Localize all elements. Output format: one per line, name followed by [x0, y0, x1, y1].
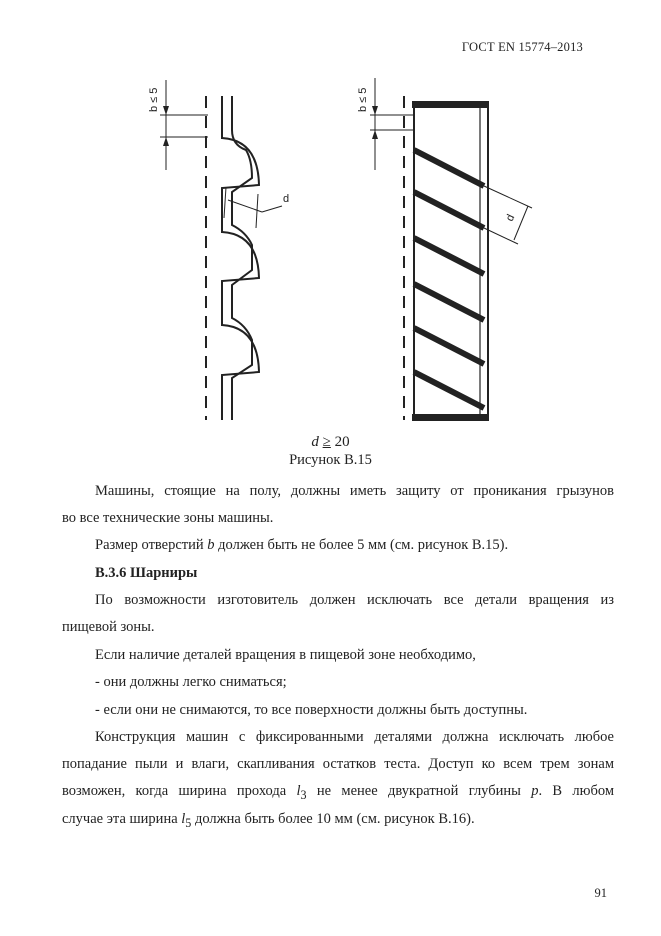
right-label-d: d: [503, 212, 518, 224]
figure-formula: [0, 434, 661, 451]
p7-line4-pre: случае эта ширина: [62, 811, 182, 827]
right-dim-arrow-top: [372, 106, 378, 115]
grille-bar-1: [414, 150, 484, 186]
left-dim-arrow-bottom: [163, 137, 169, 146]
right-d-ext-1: [484, 186, 532, 208]
paragraph-7-line-3: [62, 778, 614, 809]
figure-b15-drawing: [0, 0, 661, 430]
grille-bar-4: [414, 284, 484, 320]
right-d-line: [514, 206, 528, 240]
paragraph-1-line-1: Машины, стоящие на полу, должны иметь защиту от проникания грызунов: [95, 483, 614, 499]
page-number: 91: [594, 886, 607, 900]
right-grille-drawing: [370, 78, 532, 421]
grille-bar-6: [414, 372, 484, 408]
p7-line3-post: . В любом: [538, 783, 615, 799]
paragraph-2-var: b: [207, 537, 215, 553]
formula-variable: d: [311, 434, 319, 450]
left-d-leader: [262, 206, 282, 212]
p7-line3-mid: не менее двукратной глубины: [306, 783, 532, 799]
p7-line3-pre: возможен, когда ширина прохода: [62, 783, 297, 799]
right-frame-bottom: [412, 414, 489, 421]
right-d-ext-2: [484, 228, 518, 244]
paragraph-2-post: должен быть не более 5 мм (см. рисунок В.15).: [214, 537, 509, 553]
grille-bar-3: [414, 238, 484, 274]
section-heading: В.3.6 Шарниры: [95, 565, 198, 581]
document-header: ГОСТ EN 15774–2013: [461, 40, 583, 54]
formula-value: 20: [334, 434, 350, 450]
right-frame-top: [412, 101, 489, 108]
paragraph-5: - они должны легко сниматься;: [95, 674, 287, 690]
paragraph-1-line-2: во все технические зоны машины.: [62, 510, 274, 526]
left-label-d: d: [283, 193, 290, 205]
grille-bar-5: [414, 328, 484, 364]
paragraph-2-pre: Размер отверстий: [95, 537, 208, 553]
left-d-ext-1: [224, 187, 226, 218]
paragraph-7-line-4: [62, 806, 614, 837]
paragraph-6: - если они не снимаются, то все поверхности должны быть доступны.: [95, 702, 528, 718]
right-label-b: b ≤ 5: [357, 87, 369, 112]
paragraph-2: [62, 532, 614, 559]
formula-operator: ≥: [322, 434, 331, 450]
paragraph-3-line-1: По возможности изготовитель должен исключать все детали вращения из: [95, 592, 614, 608]
p7-line4-sub: 5: [185, 815, 192, 830]
figure-caption: Рисунок В.15: [289, 452, 372, 468]
p7-line3-sub1: 3: [300, 787, 307, 802]
left-label-b: b ≤ 5: [148, 87, 160, 112]
paragraph-4: Если наличие деталей вращения в пищевой зоне необходимо,: [95, 647, 476, 663]
p7-line4-var: l: [181, 811, 186, 827]
paragraph-7-line-2: попадание пыли и влаги, скапливания остатков теста. Доступ ко всем трем зонам: [62, 756, 614, 772]
left-dim-arrow-top: [163, 106, 169, 115]
p7-line4-post: должна быть более 10 мм (см. рисунок В.16).: [191, 811, 475, 827]
right-dim-arrow-bottom: [372, 130, 378, 139]
p7-line3-var2: p: [531, 783, 539, 799]
grille-bar-2: [414, 192, 484, 228]
paragraph-3-line-2: пищевой зоны.: [62, 619, 155, 635]
paragraph-7-line-1: Конструкция машин с фиксированными деталями должна исключать любое: [95, 729, 614, 745]
p7-line3-var1: l: [296, 783, 301, 799]
left-profile-drawing: [160, 80, 282, 420]
